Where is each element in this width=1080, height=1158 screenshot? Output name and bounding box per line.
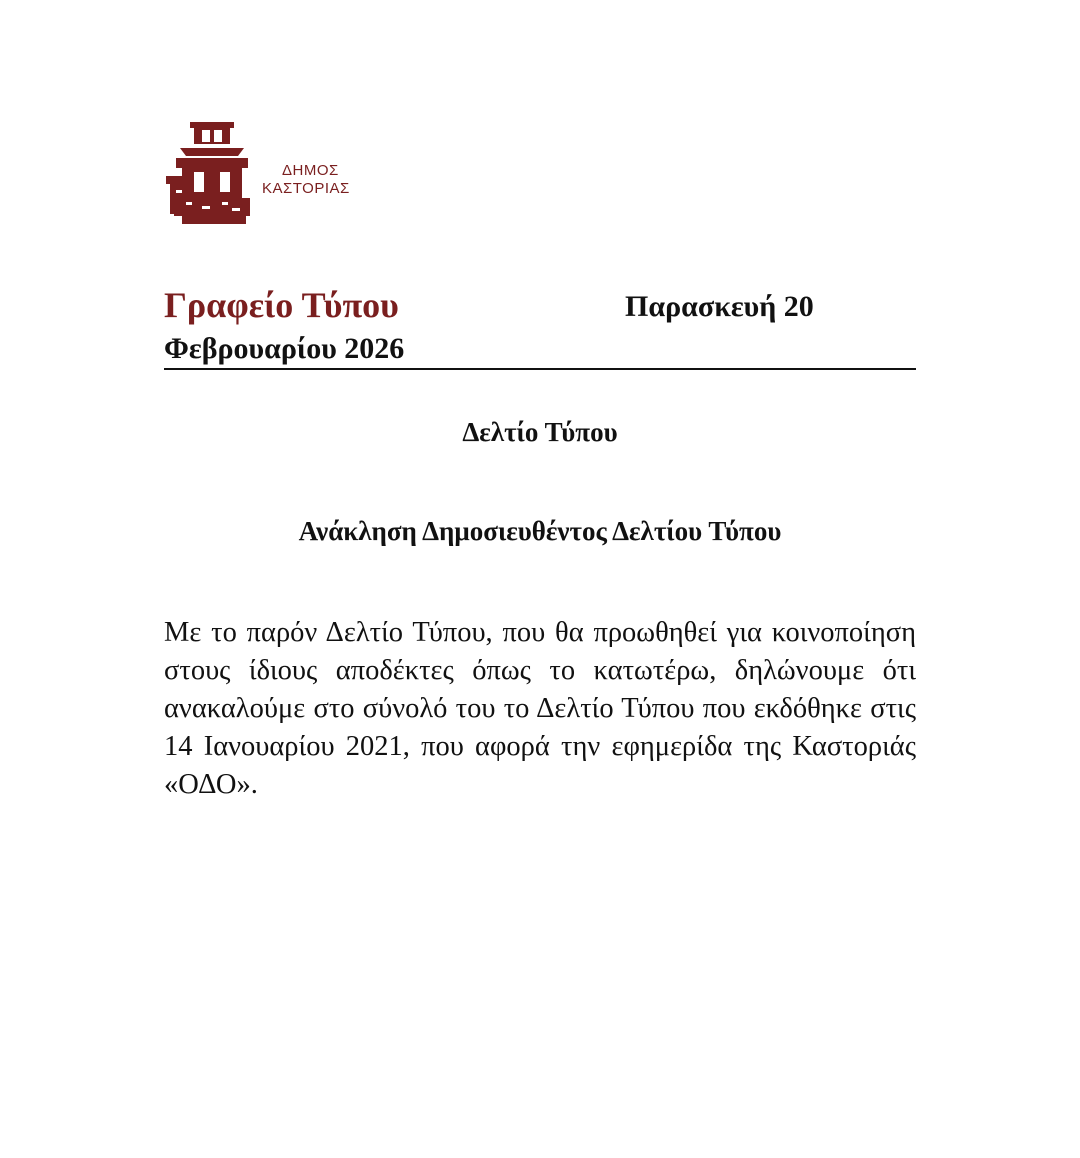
date-line-2: Φεβρουαρίου 2026 bbox=[164, 332, 405, 365]
church-tower-icon bbox=[162, 118, 262, 228]
municipality-logo bbox=[162, 118, 392, 228]
document-subject: Ανάκληση Δημοσιευθέντος Δελτίου Τύπου bbox=[298, 516, 782, 546]
press-office-title: Γραφείο Τύπου bbox=[164, 285, 399, 325]
logo-line-2: ΚΑΣΤΟΡΙΑΣ bbox=[262, 180, 350, 197]
date-line-1: Παρασκευή 20 bbox=[625, 290, 814, 323]
document-type-heading: Δελτίο Τύπου bbox=[462, 417, 618, 447]
header-divider bbox=[164, 368, 916, 370]
logo-wordmark bbox=[262, 162, 350, 198]
document-body: Με το παρόν Δελτίο Τύπου, που θα προωθηθεί για κοινοποίηση στους ίδιους αποδέκτες όπως το κατωτέρω, δηλώνουμε ότι ανακαλούμε στο σύνολό του το Δελτίο Τύπου που εκδόθηκε στις 14 Ιανουαρίου 2021, που αφορά την εφημερίδα της Καστοριάς «ΟΔΟ». bbox=[164, 617, 916, 800]
logo-line-1: ΔΗΜΟΣ bbox=[282, 162, 339, 179]
